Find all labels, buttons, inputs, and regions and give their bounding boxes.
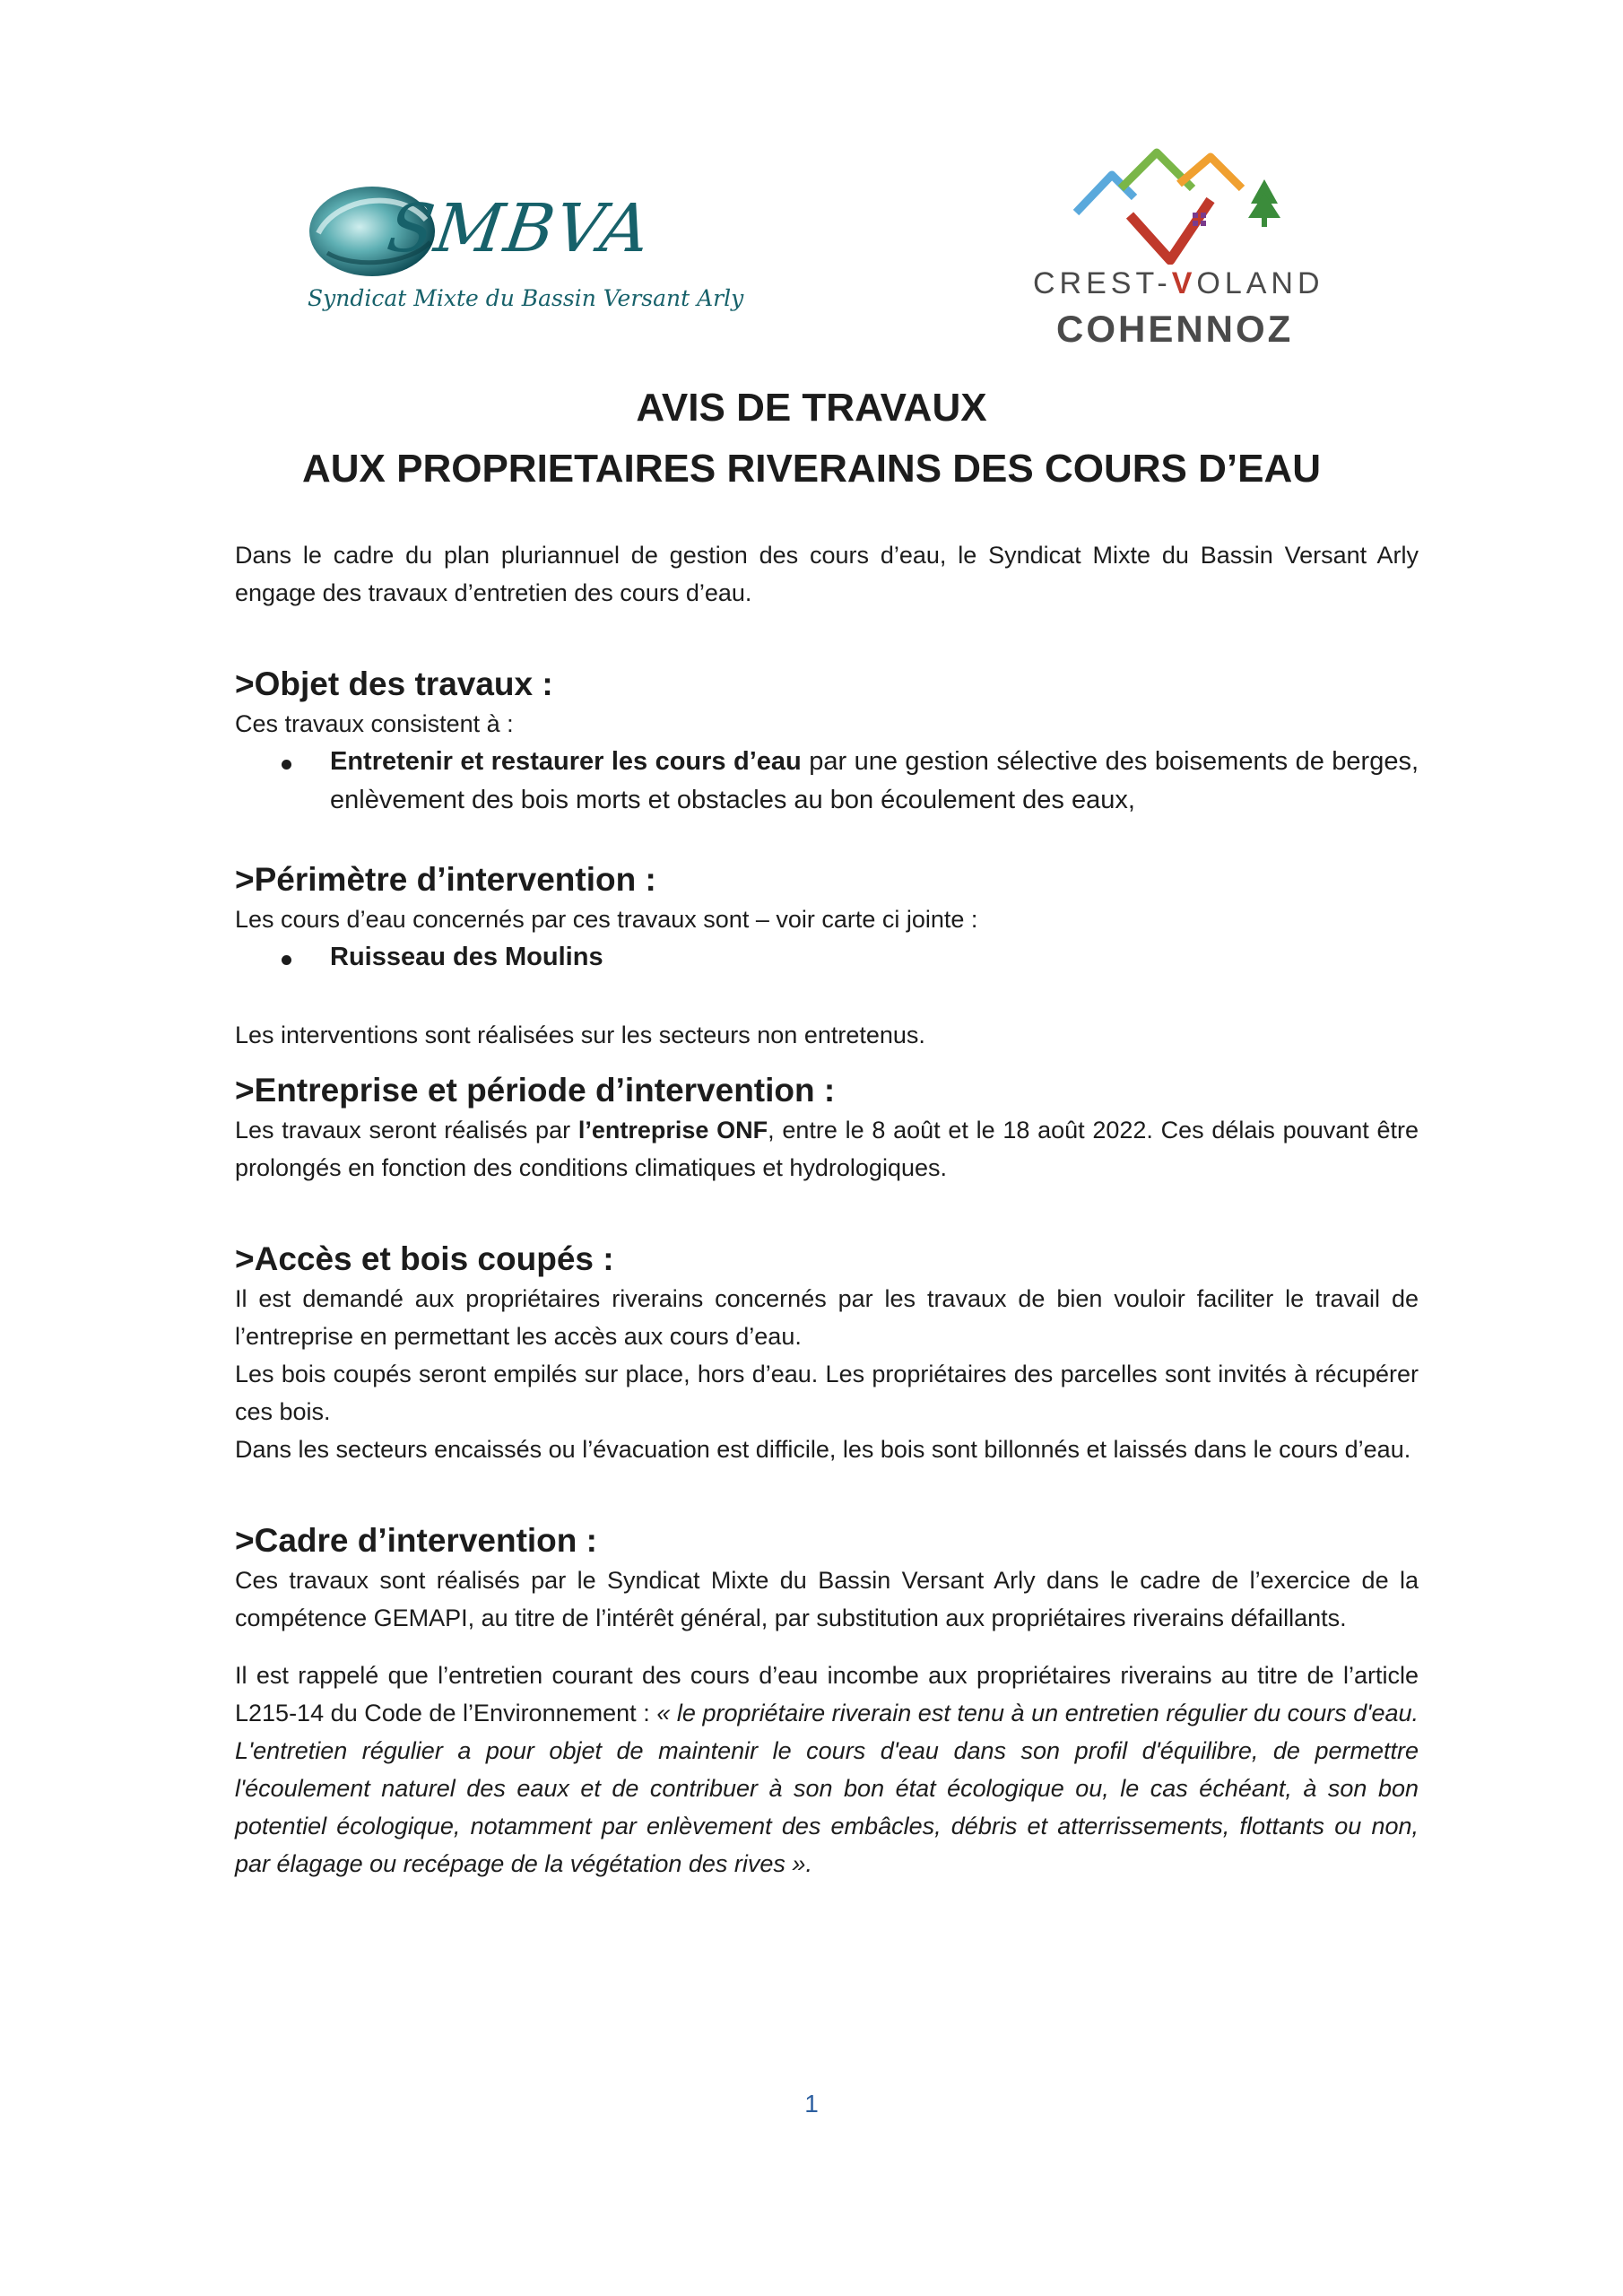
cohennoz-text: COHENNOZ [1056,308,1294,350]
section-heading-objet: >Objet des travaux : [235,665,553,702]
acces-paragraph-3: Dans les secteurs encaissés ou l’évacuation est difficile, les bois sont billonnés et laissés dans le cours d’eau. [235,1436,1411,1463]
acces-paragraph-1: Il est demandé aux propriétaires riverains concernés par les travaux de bien vouloir faciliter le travail de l’entreprise en permettant les accès aux cours d’eau. [235,1285,1419,1350]
document-title: AVIS DE TRAVAUX [636,386,987,430]
perimetre-note: Les interventions sont réalisées sur les secteurs non entretenus. [235,1022,925,1048]
cadre-paragraph-1: Ces travaux sont réalisés par le Syndicat Mixte du Bassin Versant Arly dans le cadre de l’exercice de la compétence GEMAPI, au titre de l’intérêt général, par substitution aux propriétaires riverains défaillants. [235,1567,1419,1631]
crest-voland-logo [1031,148,1336,354]
cadre-paragraph-2: Il est rappelé que l’entretien courant des cours d’eau incombe aux propriétaires riverains au titre de l’article L215-14 du Code de l’Environnement : « le propriétaire riverain est tenu à un entretien régulier du cours d'eau. L'entretien régulier a pour objet de maintenir le cours d'eau dans son profil d'équilibre, de permettre l'écoulement naturel des eaux et de contribuer à son bon état écologique ou, le cas échéant, à son bon potentiel écologique, notamment par enlèvement des embâcles, débris et atterrissements, flottants ou non, par élagage ou recépage de la végétation des rives ». [235,1662,1419,1877]
bullet-icon [282,760,291,770]
section-heading-cadre: >Cadre d’intervention : [235,1522,597,1559]
list-item-objet: Entretenir et restaurer les cours d’eau par une gestion sélective des boisements de berges, enlèvement des bois morts et obstacles au bon écoulement des eaux, [235,743,1419,820]
section-heading-entreprise: >Entreprise et période d’intervention : [235,1072,836,1109]
document-subtitle: AUX PROPRIETAIRES RIVERAINS DES COURS D’EAU [301,447,1321,491]
smbva-logo [300,170,744,350]
mountains-icon [1067,148,1300,265]
objet-lead: Ces travaux consistent à : [235,710,514,737]
crest-voland-text: CREST-VOLAND [1033,266,1324,300]
intro-paragraph: Dans le cadre du plan pluriannuel de gestion des cours d’eau, le Syndicat Mixte du Bassin Versant Arly engage des travaux d’entretien des cours d’eau. [235,542,1419,606]
list-item-perimetre: Ruisseau des Moulins [235,938,1419,977]
perimetre-lead: Les cours d’eau concernés par ces travaux sont – voir carte ci jointe : [235,906,978,933]
document-body [235,536,1419,1883]
entreprise-paragraph: Les travaux seront réalisés par l’entreprise ONF, entre le 8 août et le 18 août 2022. Ces délais pouvant être prolongés en fonction des conditions climatiques et hydrologiques. [235,1117,1419,1181]
section-heading-perimetre: >Périmètre d’intervention : [235,861,656,898]
bullet-icon [282,955,291,965]
smbva-wordmark: SMBVA [382,190,656,267]
acces-paragraph-2: Les bois coupés seront empilés sur place, hors d’eau. Les propriétaires des parcelles sont invités à récupérer ces bois. [235,1361,1419,1425]
section-heading-acces: >Accès et bois coupés : [235,1240,614,1277]
smbva-subline: Syndicat Mixte du Bassin Versant Arly [308,285,744,311]
page-number: 1 [804,2090,819,2118]
legal-quote: « le propriétaire riverain est tenu à un entretien régulier du cours d'eau. L'entretien régulier a pour objet de maintenir le cours d'eau dans son profil d'équilibre, de permettre l'écoulement naturel des eaux et de contribuer à son bon état écologique ou, le cas échéant, à son bon potentiel écologique, notamment par enlèvement des embâcles, débris et atterrissements, flottants ou non, par élagage ou recépage de la végétation des rives ». [235,1700,1419,1877]
